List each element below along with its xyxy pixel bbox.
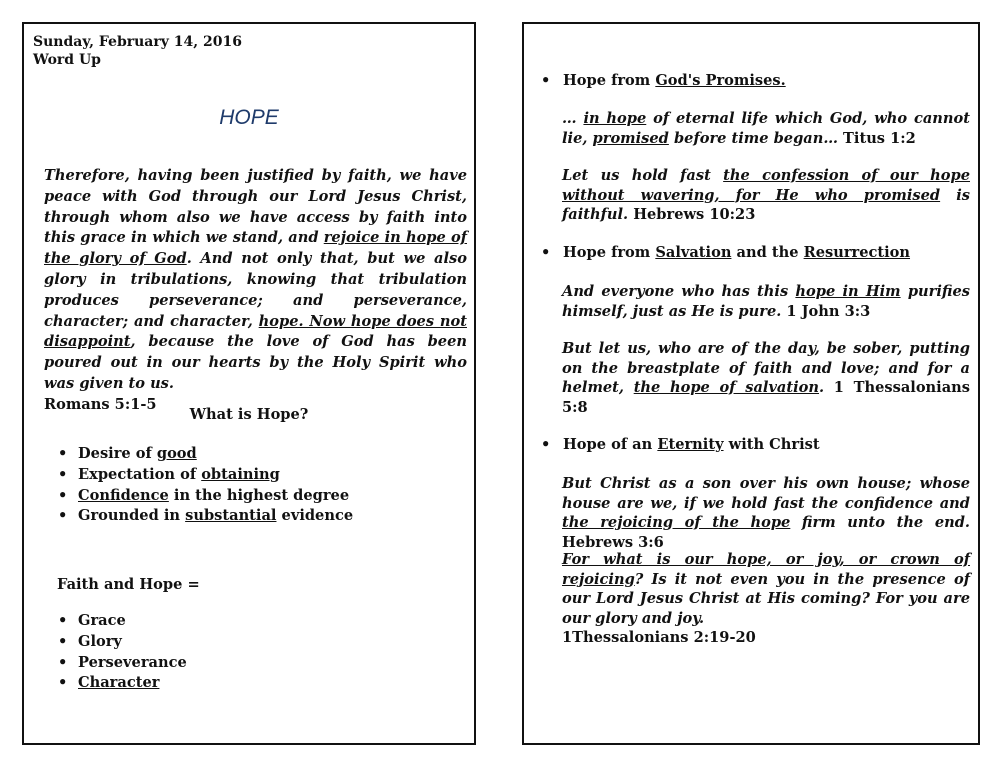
date: Sunday, February 14, 2016 [33,34,242,50]
subtitle: Word Up [33,52,101,68]
hope-definition-list [58,444,353,527]
verse-thessalonians-2: For what is our hope, or joy, or crown of rejoicing? Is it not even you in the presence of our Lord Jesus Christ at His coming? For you are our glory and joy. 1Thessalonians 2:19-20 [562,551,970,646]
verse-titus: … in hope of eternal life which God, who cannot lie, promised before time began… Titus 1:2 [562,110,970,147]
list-item: • Desire of good [58,444,353,465]
passage-text: . And not only that, but we also glory in tribulations, knowing that tribulation produces perseverance; and perseverance, character; and character, [44,250,467,330]
passage-underline: rejoice in hope of the glory of God [44,229,467,268]
list-item: • Expectation of obtaining [58,465,353,486]
romans-passage [44,166,467,416]
left-page [22,22,476,745]
list-item: • Confidence in the highest degree [58,486,353,507]
right-page [522,22,980,745]
verse-1-john: And everyone who has this hope in Him purifies himself, just as He is pure. 1 John 3:3 [562,283,970,320]
page-title: HOPE [219,106,279,129]
section-heading-salvation: • Hope from Salvation and the Resurrection [541,244,910,261]
faith-hope-list [58,611,187,694]
passage-underline: hope. Now hope does not disappoint [44,312,467,351]
passage-reference: Romans 5:1-5 [44,395,157,413]
verse-hebrews-3: But Christ as a son over his own house; whose house are we, if we hold fast the confidence and the rejoicing of the hope firm unto the end. Hebrews 3:6 [562,475,971,551]
list-item: • Perseverance [58,653,187,674]
faith-hope-label: Faith and Hope = [57,576,200,593]
section-heading-promises: • Hope from God's Promises. [541,72,786,89]
verse-hebrews-10: Let us hold fast the confession of our hope without wavering, for He who promised is faithful. Hebrews 10:23 [562,167,970,223]
list-item: • Grounded in substantial evidence [58,506,353,527]
passage-text: , because the love of God has been poured out in our hearts by the Holy Spirit who was given to us. [44,333,467,392]
header [33,33,242,69]
verse-thessalonians-5: But let us, who are of the day, be sober, putting on the breastplate of faith and love; and for a helmet, the hope of salvation. 1 Thessalonians 5:8 [562,340,970,416]
section-heading-eternity: • Hope of an Eternity with Christ [541,436,820,453]
list-item: • Grace [58,611,187,632]
list-item: • Character [58,673,187,694]
question-heading: What is Hope? [189,406,309,423]
list-item: • Glory [58,632,187,653]
passage-text: Therefore, having been justified by faith, we have peace with God through our Lord Jesus Christ, through whom also we have access by faith into this grace in which we stand, and [44,167,467,247]
